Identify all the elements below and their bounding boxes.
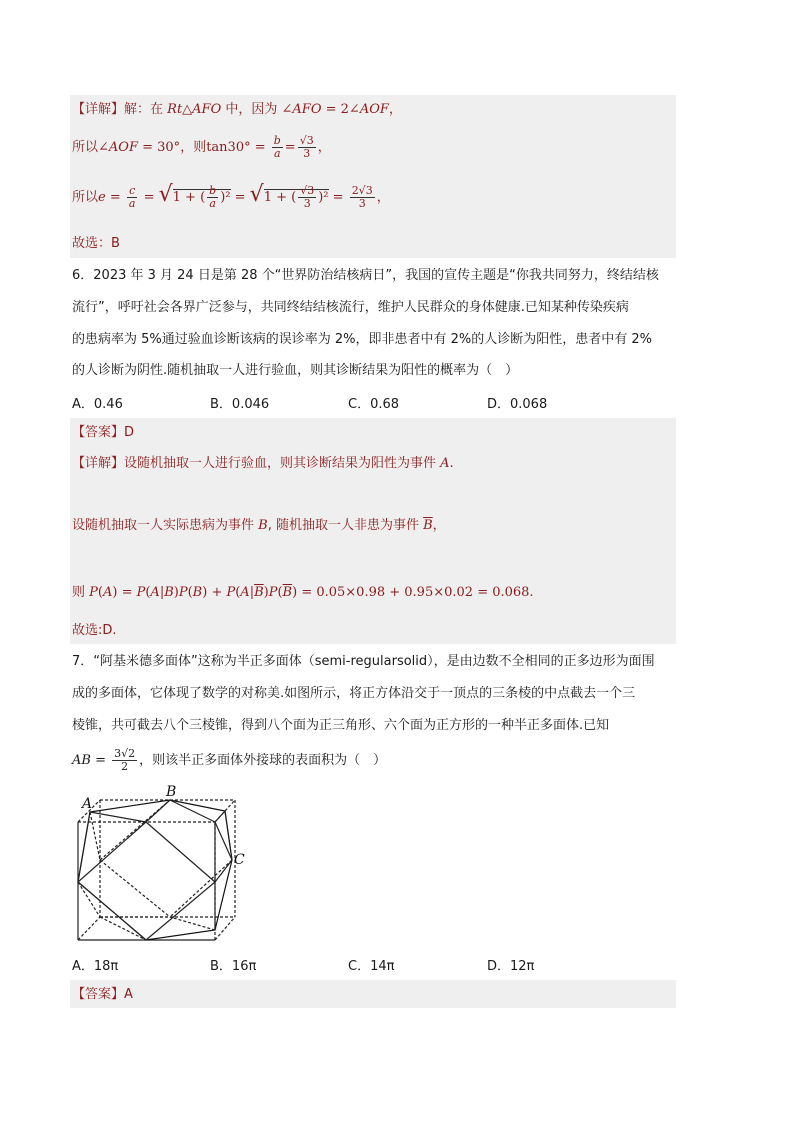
detail-6-line-1: 【详解】设随机抽取一人进行验血，则其诊断结果为阳性为事件 A.	[72, 456, 454, 471]
question-6-option-d: D．0.068	[487, 397, 548, 412]
question-6-line-4: 的人诊断为阴性.随机抽取一人进行验血，则其诊断结果为阳性的概率为（ ）	[72, 363, 519, 378]
question-7-option-c: C．14π	[348, 959, 395, 974]
figure-label-c: C	[234, 852, 245, 868]
answer-value: D	[124, 425, 135, 440]
question-7-line-1: 7．“阿基米德多面体”这称为半正多面体（semi-regularsolid），是由边数不全相同的正多边形为面围	[72, 654, 655, 669]
answer-7	[72, 985, 133, 1005]
answer-tag: 【答案】	[72, 987, 125, 1002]
question-7-line-3: 棱锥，共可截去八个三棱锥，得到八个面为正三角形、六个面为正方形的一种半正多面体.已知	[72, 718, 610, 733]
question-7-line-2: 成的多面体，它体现了数学的对称美.如图所示，将正方体沿交于一顶点的三条棱的中点截去一个三	[72, 686, 636, 701]
question-6-option-c: C．0.68	[348, 397, 400, 412]
solution-5-line-2: 所以∠AOF = 30°，则tan30° = $\frac{b}{a}$ = $\frac{√3}{3}$ ，	[72, 134, 331, 160]
solution-5-line-3: 所以e = $\frac{c}{a}$ = √1 + ( $\frac{b}{a}$ )² = √1 + ( $\frac{√3}{3}$ )² = $\frac{2√3}{3}$ ，	[72, 182, 390, 210]
question-7-line-4: AB = $\frac{3√2}{2}$ ，则该半正多面体外接球的表面积为（ ）	[72, 747, 387, 773]
answer-6	[72, 423, 134, 443]
question-6-line-2: 流行”，呼吁社会各界广泛参与，共同终结结核流行，维护人民群众的身体健康.已知某种传染疾病	[72, 300, 629, 315]
question-6-line-1: 6．2023 年 3 月 24 日是第 28 个“世界防治结核病日”，我国的宣传主题是“你我共同努力，终结结核	[72, 268, 659, 283]
polyhedron-figure	[70, 782, 260, 947]
detail-6-line-2: 设随机抽取一人实际患病为事件 B, 随机抽取一人非患为事件 $\overline{B}$，	[72, 518, 446, 533]
answer-tag: 【答案】	[72, 425, 125, 440]
figure-label-b: B	[166, 784, 177, 800]
question-6-line-3: 的患病率为 5%通过验血诊断该病的误诊率为 2%，即非患者中有 2%的人诊断为阳性，患者中有 2%	[72, 332, 653, 347]
question-6-option-a: A．0.46	[72, 397, 123, 412]
solution-5-line-1: 【详解】解：在 Rt△AFO 中，因为 ∠AFO = 2∠AOF，	[72, 102, 402, 117]
detail-6-choice: 故选:D.	[72, 623, 117, 638]
detail-6-line-3: 则 $P(A) = P(A|B)P(B) + P(A|\overline{B})P(\overline{B}) = 0.05\times 0.98 + 0.95\times 0.02 = 0.068$.	[72, 585, 534, 600]
solution-5-choice: 故选：B	[72, 236, 120, 251]
question-6-option-b: B．0.046	[210, 397, 270, 412]
answer-value: A	[124, 987, 133, 1002]
figure-label-a: A	[82, 796, 93, 812]
detail-tag: 【详解】	[72, 102, 125, 117]
question-7-option-d: D．12π	[487, 959, 535, 974]
question-7-option-a: A．18π	[72, 959, 119, 974]
answer-7-block	[70, 980, 676, 1008]
question-7-option-b: B．16π	[210, 959, 257, 974]
